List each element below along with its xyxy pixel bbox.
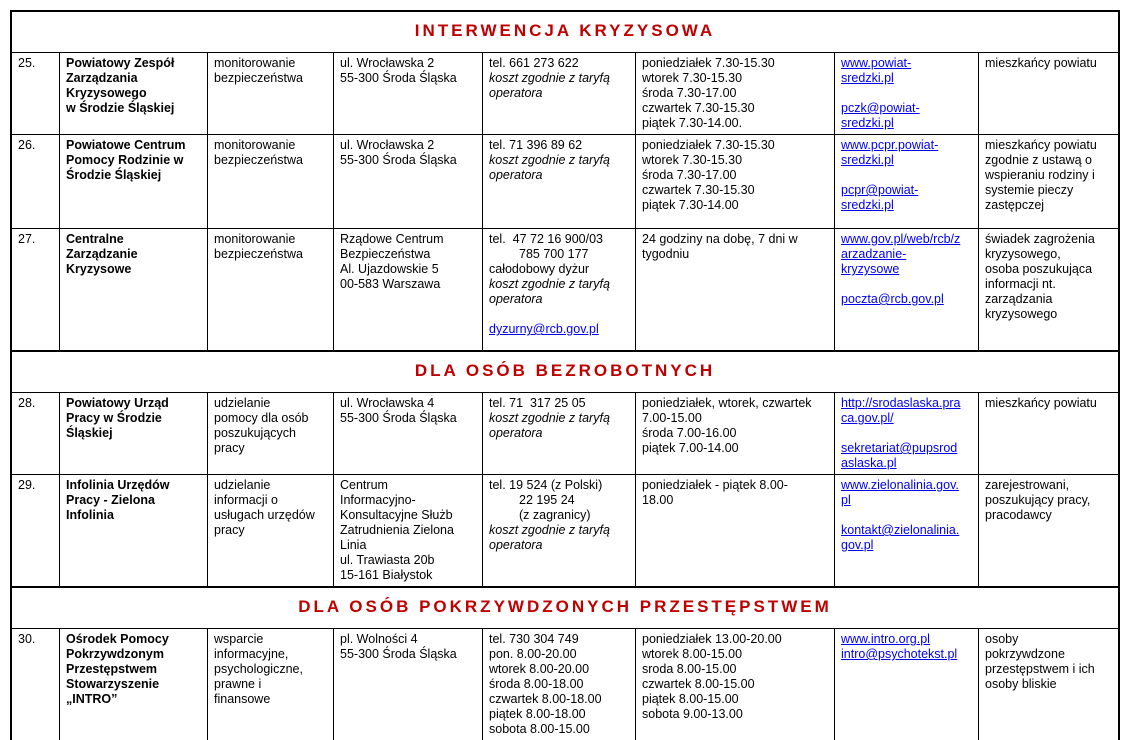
text-line: pracy [214, 523, 245, 537]
section-title: DLA OSÓB POKRZYWDZONYCH PRZESTĘPSTWEM [298, 597, 832, 616]
cell-web [834, 393, 978, 474]
text-line: Zatrudnienia Zielona [340, 523, 454, 537]
text-line: Powiatowy Urząd [66, 396, 169, 410]
text-line: Bezpieczeństwa [340, 247, 431, 261]
text-line: poszukujący pracy, [985, 493, 1091, 507]
text-line: przestępstwem i ich [985, 662, 1095, 676]
text-line: koszt zgodnie z taryfą [489, 71, 610, 85]
cell-task [207, 53, 333, 134]
cell-name [59, 53, 207, 134]
text-line: 25. [18, 56, 36, 70]
cell-no [12, 475, 59, 586]
text-line: kryzysowego, [985, 247, 1061, 261]
text-line: piątek 7.30-14.00. [642, 116, 743, 130]
text-line: całodobowy dyżur [489, 262, 590, 276]
text-line: tygodniu [642, 247, 690, 261]
cell-address [333, 475, 482, 586]
cell-task [207, 393, 333, 474]
text-line: Pracy w Środzie [66, 411, 162, 425]
text-line: bezpieczeństwa [214, 71, 303, 85]
cell-hours [635, 475, 834, 586]
text-line: zarejestrowani, [985, 478, 1070, 492]
text-line: sobota 8.00-15.00 [489, 722, 590, 736]
text-line: mieszkańcy powiatu [985, 396, 1097, 410]
cell-recipients [978, 53, 1118, 134]
text-line: w Środzie Śląskiej [66, 101, 175, 115]
text-line: Zarządzania [66, 71, 138, 85]
text-line: czwartek 8.00-18.00 [489, 692, 602, 706]
section-header-row [12, 12, 1118, 52]
cell-address [333, 53, 482, 134]
text-line: 27. [18, 232, 36, 246]
text-line: Śląskiej [66, 426, 113, 440]
cell-address [333, 229, 482, 350]
text-line: usługach urzędów [214, 508, 315, 522]
text-line: koszt zgodnie z taryfą [489, 153, 610, 167]
text-line: kryzysowego [985, 307, 1058, 321]
text-line: monitorowanie [214, 138, 296, 152]
email-link[interactable]: pczk@powiat- [841, 101, 920, 115]
text-line: tel. 661 273 622 [489, 56, 579, 70]
text-line: udzielanie [214, 396, 271, 410]
text-line: ul. Wrocławska 4 [340, 396, 435, 410]
text-line: Rządowe Centrum [340, 232, 444, 246]
section-header-row [12, 350, 1118, 392]
text-line: finansowe [214, 692, 271, 706]
text-line: ul. Trawiasta 20b [340, 553, 435, 567]
text-line: poniedziałek 7.30-15.30 [642, 138, 775, 152]
text-line [841, 426, 973, 441]
text-line: operatora [489, 86, 543, 100]
text-line: 785 700 177 [519, 247, 589, 261]
text-line: pon. 8.00-20.00 [489, 647, 577, 661]
text-line: pracy [214, 441, 245, 455]
text-line: 22 195 24 [519, 493, 575, 507]
text-line: systemie pieczy [985, 183, 1074, 197]
text-line: pl. Wolności 4 [340, 632, 418, 646]
cell-hours [635, 393, 834, 474]
cell-hours [635, 135, 834, 228]
text-line: (z zagranicy) [519, 508, 591, 522]
text-line: środa 7.00-16.00 [642, 426, 737, 440]
cell-phone [482, 393, 635, 474]
text-line: operatora [489, 426, 543, 440]
cell-web [834, 629, 978, 740]
text-line: świadek zagrożenia [985, 232, 1095, 246]
text-line: sroda 8.00-15.00 [642, 662, 737, 676]
text-line: poszukujących [214, 426, 296, 440]
cell-recipients [978, 475, 1118, 586]
url-link[interactable]: aslaska.pl [841, 456, 897, 470]
cell-recipients [978, 629, 1118, 740]
email-link[interactable]: kontakt@zielonalinia. [841, 523, 960, 537]
text-line: tel. 71 317 25 05 [489, 396, 586, 410]
text-line: poniedziałek, wtorek, czwartek [642, 396, 812, 410]
text-line: 7.00-15.00 [642, 411, 702, 425]
text-line: 29. [18, 478, 36, 492]
text-line: 55-300 Środa Śląska [340, 71, 457, 85]
text-line: poniedziałek 7.30-15.30 [642, 56, 775, 70]
cell-task [207, 629, 333, 740]
text-line: operatora [489, 538, 543, 552]
table-row [12, 392, 1118, 474]
text-line: Kryzysowe [66, 262, 132, 276]
url-link[interactable]: www.intro.org.pl [841, 632, 930, 646]
text-line: Al. Ujazdowskie 5 [340, 262, 439, 276]
text-line: poniedziałek 13.00-20.00 [642, 632, 782, 646]
text-line [841, 508, 973, 523]
text-line: zarządzania [985, 292, 1053, 306]
text-line: mieszkańcy powiatu [985, 56, 1097, 70]
table-row [12, 628, 1118, 740]
text-line: tel. 19 524 (z Polski) [489, 478, 603, 492]
email-link[interactable]: pcpr@powiat- [841, 183, 919, 197]
url-link[interactable]: sredzki.pl [841, 153, 894, 167]
text-line: 18.00 [642, 493, 674, 507]
text-line: udzielanie [214, 478, 271, 492]
cell-hours [635, 229, 834, 350]
text-line: 24 godziny na dobę, 7 dni w [642, 232, 798, 246]
text-line: wsparcie [214, 632, 264, 646]
text-line: tel. 71 396 89 62 [489, 138, 583, 152]
table-row [12, 228, 1118, 350]
text-line: osoby [985, 632, 1019, 646]
text-line: Środzie Śląskiej [66, 168, 162, 182]
url-link[interactable]: www.pcpr.powiat- [841, 138, 939, 152]
cell-phone [482, 229, 635, 350]
text-line: Powiatowe Centrum [66, 138, 186, 152]
text-line: Pracy - Zielona [66, 493, 155, 507]
text-line: wtorek 8.00-20.00 [489, 662, 590, 676]
text-line [841, 86, 973, 101]
text-line: piątek 8.00-15.00 [642, 692, 739, 706]
text-line: monitorowanie [214, 56, 296, 70]
text-line: informacji nt. [985, 277, 1056, 291]
url-link[interactable]: gov.pl [841, 538, 874, 552]
text-line: czwartek 8.00-15.00 [642, 677, 755, 691]
cell-name [59, 393, 207, 474]
email-link[interactable]: poczta@rcb.gov.pl [841, 292, 944, 306]
text-line: zastępczej [985, 198, 1045, 212]
text-line: prawne i [214, 677, 262, 691]
text-line: Powiatowy Zespół [66, 56, 175, 70]
url-link[interactable]: www.zielonalinia.gov. [841, 478, 959, 492]
text-line: środa 7.30-17.00 [642, 86, 737, 100]
email-link[interactable]: sekretariat@pupsrod [841, 441, 958, 455]
text-line: 55-300 Środa Śląska [340, 411, 457, 425]
text-line [841, 168, 973, 183]
cell-no [12, 229, 59, 350]
text-line: 30. [18, 632, 36, 646]
text-line: wspieraniu rodziny i [985, 168, 1095, 182]
cell-recipients [978, 135, 1118, 228]
text-line: środa 7.30-17.00 [642, 168, 737, 182]
text-line: Przestępstwem [66, 662, 158, 676]
cell-address [333, 135, 482, 228]
text-line: pokrzywdzone [985, 647, 1065, 661]
url-link[interactable]: http://srodaslaska.pra [841, 396, 961, 410]
text-line: Stowarzyszenie [66, 677, 160, 691]
text-line: mieszkańcy powiatu [985, 138, 1097, 152]
table-row [12, 474, 1118, 586]
text-line: wtorek 7.30-15.30 [642, 71, 743, 85]
text-line: informacji o [214, 493, 278, 507]
table-row [12, 52, 1118, 134]
url-link[interactable]: kryzysowe [841, 262, 900, 276]
cell-task [207, 229, 333, 350]
text-line: piątek 7.00-14.00 [642, 441, 739, 455]
text-line: sobota 9.00-13.00 [642, 707, 743, 721]
cell-name [59, 229, 207, 350]
text-line: koszt zgodnie z taryfą [489, 411, 610, 425]
text-line: tel. 47 72 16 900/03 [489, 232, 603, 246]
text-line: 28. [18, 396, 36, 410]
url-link[interactable]: ca.gov.pl/ [841, 411, 894, 425]
text-line: piątek 8.00-18.00 [489, 707, 586, 721]
cell-name [59, 135, 207, 228]
text-line: psychologiczne, [214, 662, 303, 676]
text-line: bezpieczeństwa [214, 247, 303, 261]
text-line: osoby bliskie [985, 677, 1057, 691]
cell-phone [482, 135, 635, 228]
text-line: Centralne [66, 232, 124, 246]
cell-no [12, 393, 59, 474]
text-line: ul. Wrocławska 2 [340, 56, 435, 70]
cell-phone [482, 629, 635, 740]
cell-task [207, 135, 333, 228]
text-line: Kryzysowego [66, 86, 147, 100]
text-line: bezpieczeństwa [214, 153, 303, 167]
text-line: Infolinia [66, 508, 114, 522]
text-line: pomocy dla osób [214, 411, 309, 425]
url-link[interactable]: sredzki.pl [841, 71, 894, 85]
text-line: Zarządzanie [66, 247, 138, 261]
cell-web [834, 475, 978, 586]
text-line: tel. 730 304 749 [489, 632, 579, 646]
cell-name [59, 629, 207, 740]
directory-table [10, 10, 1120, 740]
text-line: Ośrodek Pomocy [66, 632, 169, 646]
text-line: wtorek 8.00-15.00 [642, 647, 743, 661]
cell-phone [482, 53, 635, 134]
text-line [489, 307, 630, 322]
cell-recipients [978, 229, 1118, 350]
url-link[interactable]: sredzki.pl [841, 116, 894, 130]
cell-no [12, 629, 59, 740]
cell-no [12, 135, 59, 228]
text-line: czwartek 7.30-15.30 [642, 183, 755, 197]
text-line: piątek 7.30-14.00 [642, 198, 739, 212]
text-line: zgodnie z ustawą o [985, 153, 1093, 167]
cell-no [12, 53, 59, 134]
email-link[interactable]: dyzurny@rcb.gov.pl [489, 322, 599, 336]
cell-name [59, 475, 207, 586]
text-line: wtorek 7.30-15.30 [642, 153, 743, 167]
text-line: operatora [489, 292, 543, 306]
text-line: 00-583 Warszawa [340, 277, 441, 291]
table-row [12, 134, 1118, 228]
text-line: Konsultacyjne Służb [340, 508, 453, 522]
text-line: Informacyjno- [340, 493, 416, 507]
text-line: monitorowanie [214, 232, 296, 246]
text-line: informacyjne, [214, 647, 289, 661]
url-link[interactable]: www.gov.pl/web/rcb/z [841, 232, 961, 246]
text-line: Linia [340, 538, 367, 552]
text-line: 15-161 Białystok [340, 568, 433, 582]
cell-hours [635, 629, 834, 740]
section-header-row [12, 586, 1118, 628]
text-line: Infolinia Urzędów [66, 478, 170, 492]
text-line: pracodawcy [985, 508, 1052, 522]
cell-web [834, 135, 978, 228]
text-line: Centrum [340, 478, 388, 492]
cell-address [333, 393, 482, 474]
url-link[interactable]: arzadzanie- [841, 247, 907, 261]
text-line: 55-300 Środa Śląska [340, 647, 457, 661]
text-line: koszt zgodnie z taryfą [489, 523, 610, 537]
email-link[interactable]: intro@psychotekst.pl [841, 647, 958, 661]
text-line: Pomocy Rodzinie w [66, 153, 184, 167]
section-title: INTERWENCJA KRYZYSOWA [414, 21, 716, 40]
text-line: 26. [18, 138, 36, 152]
text-line: czwartek 7.30-15.30 [642, 101, 755, 115]
text-line: środa 8.00-18.00 [489, 677, 584, 691]
cell-web [834, 53, 978, 134]
cell-address [333, 629, 482, 740]
text-line: „INTRO” [66, 692, 118, 706]
cell-task [207, 475, 333, 586]
text-line: ul. Wrocławska 2 [340, 138, 435, 152]
text-line [841, 277, 973, 292]
text-line: operatora [489, 168, 543, 182]
cell-recipients [978, 393, 1118, 474]
cell-phone [482, 475, 635, 586]
text-line: koszt zgodnie z taryfą [489, 277, 610, 291]
cell-hours [635, 53, 834, 134]
text-line: poniedziałek - piątek 8.00- [642, 478, 788, 492]
url-link[interactable]: www.powiat- [841, 56, 912, 70]
section-title: DLA OSÓB BEZROBOTNYCH [414, 361, 716, 380]
cell-web [834, 229, 978, 350]
text-line: 55-300 Środa Śląska [340, 153, 457, 167]
text-line: osoba poszukująca [985, 262, 1093, 276]
text-line: Pokrzywdzonym [66, 647, 164, 661]
url-link[interactable]: pl [841, 493, 851, 507]
url-link[interactable]: sredzki.pl [841, 198, 894, 212]
